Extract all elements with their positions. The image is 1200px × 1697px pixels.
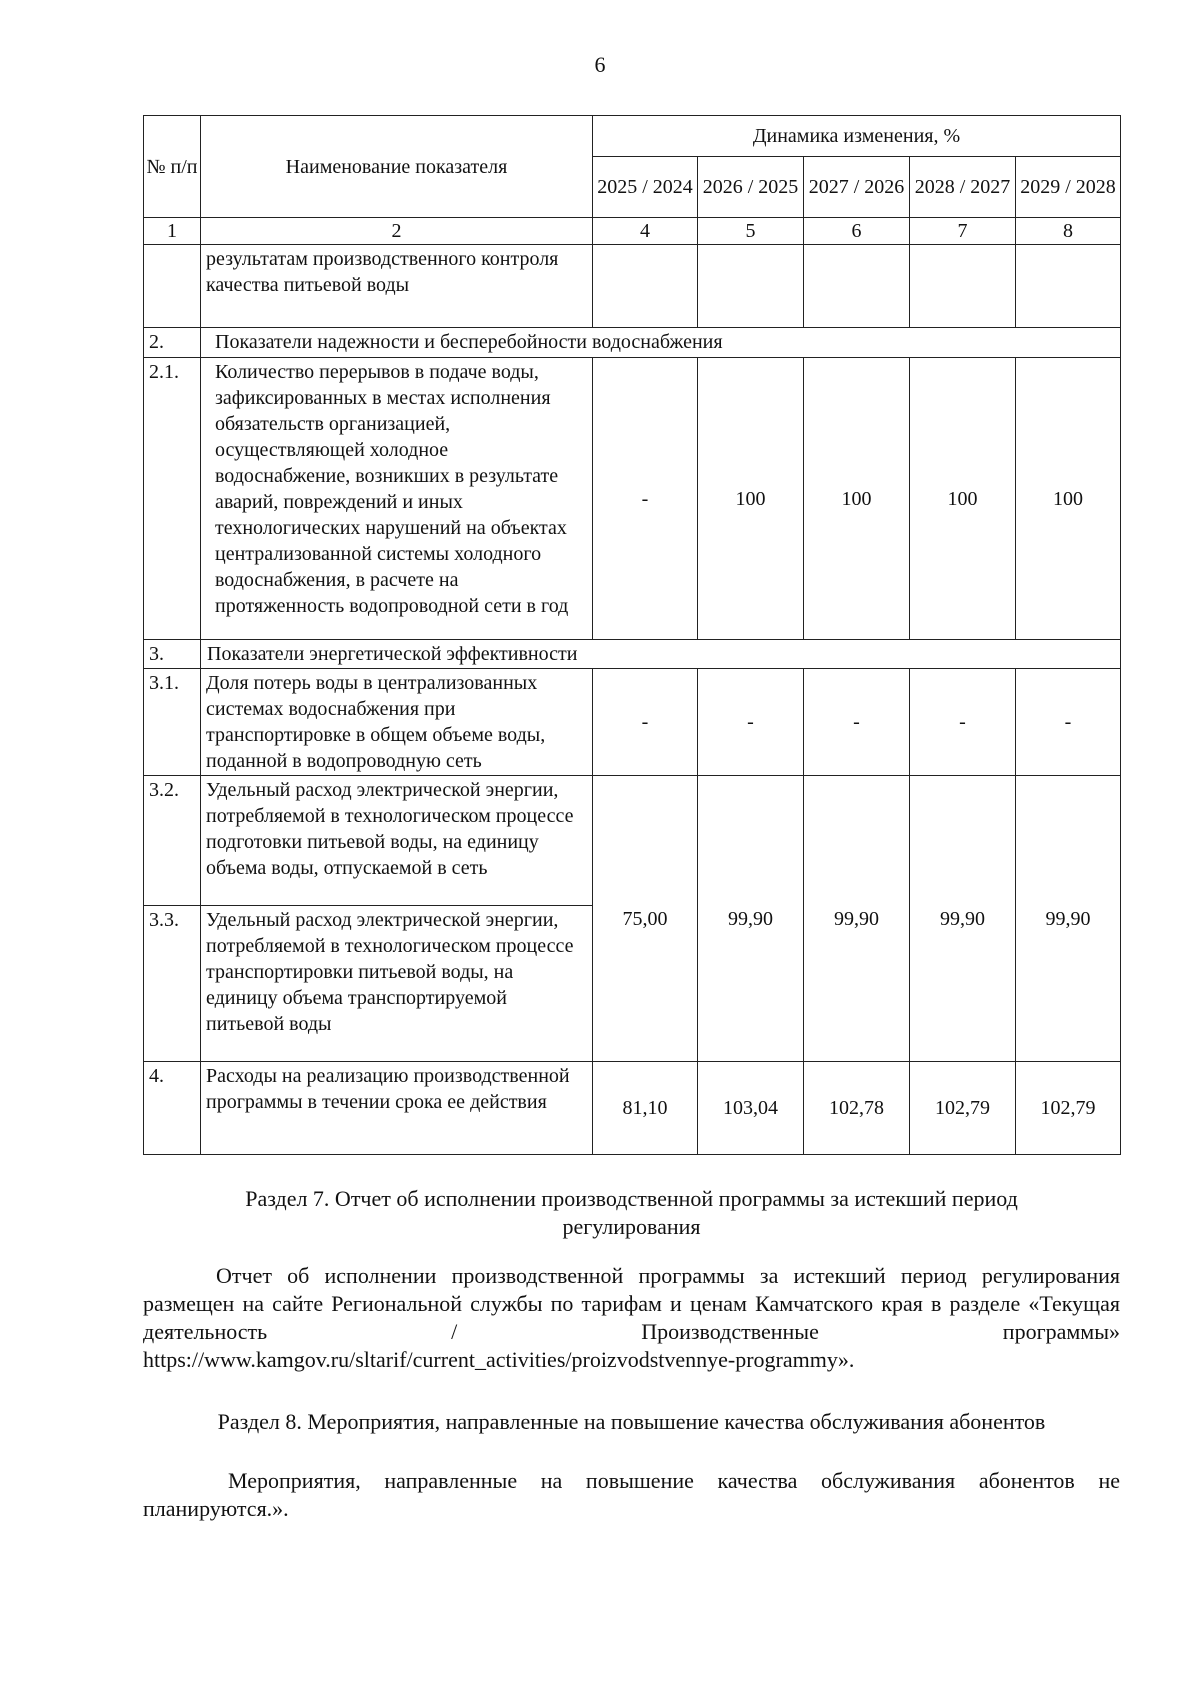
row-value: 102,79 — [910, 1062, 1016, 1155]
header-year: 2028 / 2027 — [910, 157, 1016, 218]
section7-paragraph: Отчет об исполнении производственной программы за истекший период регулирования размещен на сайте Региональной службы по тарифам и ценам Камчатского края в разделе «Текущая деятельность / Производственные программы» https://www.kamgov.ru/sltarif/current_activities/proizvodstvennye-programmy». — [143, 1263, 1120, 1372]
row-value: 100 — [698, 358, 804, 640]
col-number: 5 — [698, 218, 804, 245]
header-year: 2026 / 2025 — [698, 157, 804, 218]
section8-title: Раздел 8. Мероприятия, направленные на повышение качества обслуживания абонентов — [217, 1409, 1046, 1434]
row-value: 102,78 — [804, 1062, 910, 1155]
row-name: Расходы на реализацию производственной программы в течении срока ее действия — [201, 1062, 593, 1155]
row-name: Удельный расход электрической энергии, потребляемой в технологическом процессе подготовки питьевой воды, на единицу объема воды, отпускаемой в сеть — [201, 776, 593, 906]
row-value: 81,10 — [593, 1062, 698, 1155]
table-row — [144, 776, 1121, 906]
row-value: 103,04 — [698, 1062, 804, 1155]
table-row — [144, 245, 1121, 328]
row-value: 100 — [804, 358, 910, 640]
col-number: 2 — [201, 218, 593, 245]
section-title: Показатели надежности и бесперебойности водоснабжения — [201, 328, 1121, 358]
row-value: - — [593, 358, 698, 640]
row-num: 3.2. — [144, 776, 201, 906]
col-number: 8 — [1016, 218, 1121, 245]
section-title: Показатели энергетической эффективности — [201, 640, 1121, 669]
row-value: - — [910, 669, 1016, 776]
row-num — [144, 245, 201, 328]
header-year: 2027 / 2026 — [804, 157, 910, 218]
page-number: 6 — [594, 52, 606, 77]
row-num: 4. — [144, 1062, 201, 1155]
header-name: Наименование показателя — [201, 116, 593, 218]
row-value: - — [593, 669, 698, 776]
row-value: - — [804, 669, 910, 776]
row-value: 99,90 — [910, 776, 1016, 1062]
row-value: 99,90 — [698, 776, 804, 1062]
row-name: Количество перерывов в подаче воды, зафиксированных в местах исполнения обязательств организацией, осуществляющей холодное водоснабжение, возникших в результате аварий, повреждений и иных технологических нарушений на объектах централизованной системы холодного водоснабжения, в расчете на протяженность водопроводной сети в год — [201, 358, 593, 640]
row-num: 2.1. — [144, 358, 201, 640]
col-number: 1 — [144, 218, 201, 245]
section-row — [144, 640, 1121, 669]
table-row — [144, 1062, 1121, 1155]
header-year: 2025 / 2024 — [593, 157, 698, 218]
section-row — [144, 328, 1121, 358]
row-value: 99,90 — [1016, 776, 1121, 1062]
col-number: 7 — [910, 218, 1016, 245]
row-value: 102,79 — [1016, 1062, 1121, 1155]
row-value: 100 — [1016, 358, 1121, 640]
section8-paragraph: Мероприятия, направленные на повышение качества обслуживания абонентов не планируются.». — [143, 1468, 1120, 1521]
row-name: Доля потерь воды в централизованных системах водоснабжения при транспортировке в общем объеме воды, поданной в водопроводную сеть — [201, 669, 593, 776]
section-num: 2. — [144, 328, 201, 358]
row-value: 75,00 — [593, 776, 698, 1062]
row-value: 99,90 — [804, 776, 910, 1062]
row-name: результатам производственного контроля качества питьевой воды — [201, 245, 593, 328]
header-num: № п/п — [144, 116, 201, 218]
indicators-table — [143, 115, 1121, 1155]
header-year: 2029 / 2028 — [1016, 157, 1121, 218]
section7-title: Раздел 7. Отчет об исполнении производственной программы за истекший период регулирования — [245, 1186, 1018, 1239]
table-row — [144, 358, 1121, 640]
header-dynamics: Динамика изменения, % — [593, 116, 1121, 157]
row-num: 3.1. — [144, 669, 201, 776]
section-num: 3. — [144, 640, 201, 669]
row-name: Удельный расход электрической энергии, потребляемой в технологическом процессе транспортировки питьевой воды, на единицу объема транспортируемой питьевой воды — [201, 906, 593, 1062]
col-number: 4 — [593, 218, 698, 245]
row-value: - — [698, 669, 804, 776]
row-value: - — [1016, 669, 1121, 776]
row-num: 3.3. — [144, 906, 201, 1062]
row-value: 100 — [910, 358, 1016, 640]
table-row — [144, 669, 1121, 776]
col-number: 6 — [804, 218, 910, 245]
